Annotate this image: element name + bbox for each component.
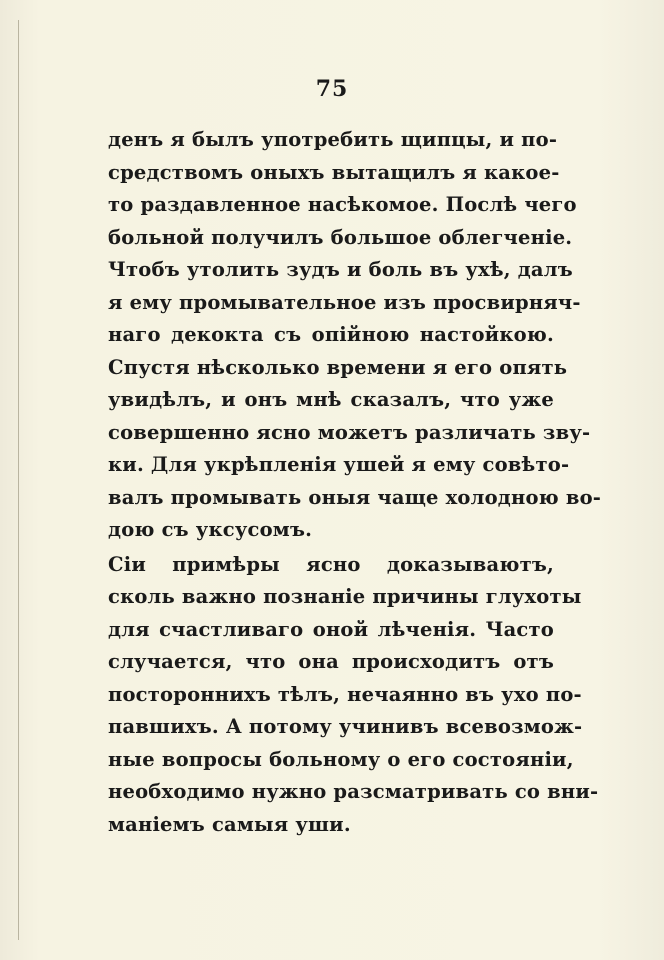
paragraph-2: [108, 549, 599, 842]
text-line: павшихъ. А потому учинивъ всевозмож-: [108, 715, 583, 738]
text-line: [108, 549, 554, 582]
text-line: случается, что она происходитъ отъ: [108, 650, 554, 673]
text-line: больной получилъ большое облегченіе.: [108, 225, 573, 249]
text-line: ки. Для укрѣпленія ушей я ему совѣто-: [108, 453, 570, 476]
page-number: 75: [315, 76, 349, 102]
text-line: средствомъ оныхъ вытащилъ я какое-: [108, 160, 560, 184]
text-line: увидѣлъ, и онъ мнѣ сказалъ, что уже: [108, 388, 554, 411]
page-edge-rule: [18, 20, 19, 940]
text-line: совершенно ясно можетъ различать зву-: [108, 420, 591, 444]
text-line: валъ промывать оныя чаще холодною во-: [108, 485, 602, 509]
text-line-content: Сіи примѣры ясно доказываютъ,: [108, 552, 554, 576]
text-line: сколь важно познаніе причины глухоты: [108, 585, 582, 608]
text-line: то раздавленное насѣкомое. Послѣ чего: [108, 193, 577, 216]
text-line: необходимо нужно разсматривать со вни-: [108, 780, 599, 803]
text-line: я ему промывательное изъ просвирняч-: [108, 290, 581, 314]
text-line: дою съ уксусомъ.: [108, 518, 313, 541]
paragraph-1: [108, 124, 602, 547]
text-line: маніемъ самыя уши.: [108, 812, 351, 836]
text-line: для счастливаго оной лѣченія. Часто: [108, 617, 554, 641]
text-line: Спустя нѣсколько времени я его опять: [108, 355, 568, 379]
text-line: ные вопросы больному о его состояніи,: [108, 747, 574, 771]
text-line: постороннихъ тѣлъ, нечаянно въ ухо по-: [108, 682, 582, 706]
text-line: наго декокта съ опійною настойкою.: [108, 323, 554, 346]
text-line: Чтобъ утолить зудъ и боль въ ухѣ, далъ: [108, 258, 573, 281]
body-text: [108, 124, 602, 841]
text-line: денъ я былъ употребить щипцы, и по-: [108, 128, 558, 151]
